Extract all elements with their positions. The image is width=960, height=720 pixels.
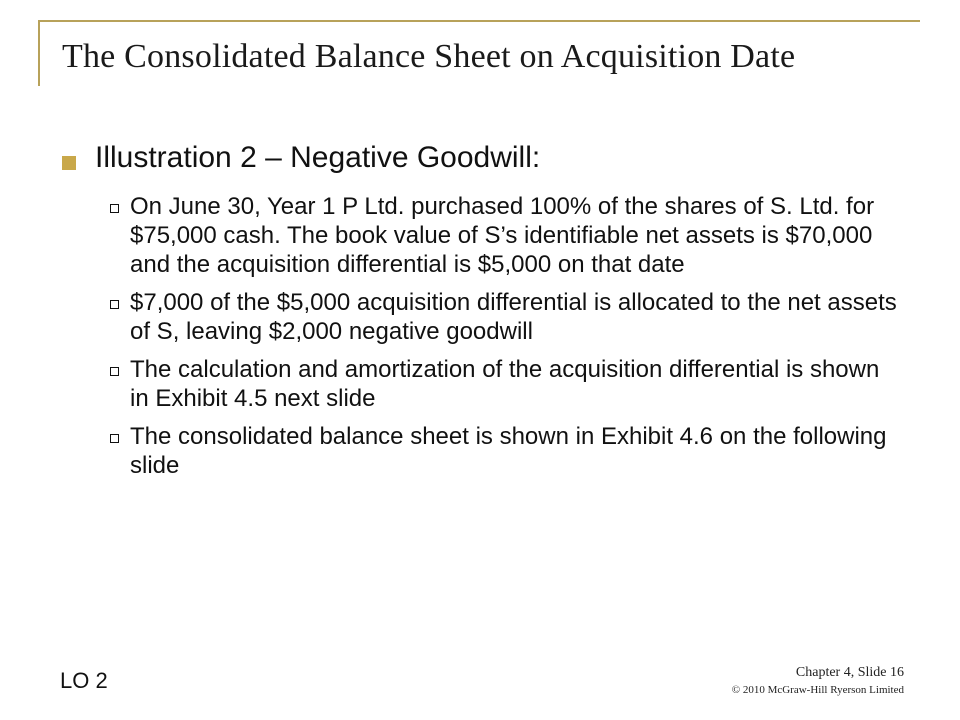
slide-footer bbox=[732, 664, 904, 698]
list-item bbox=[110, 422, 900, 480]
illustration-heading: Illustration 2 – Negative Goodwill: bbox=[95, 141, 541, 174]
list-item bbox=[110, 192, 900, 279]
list-item-text: The calculation and amortization of the acquisition differential is shown in Exhibit 4.5 next slide bbox=[130, 356, 880, 412]
hollow-square-bullet-icon bbox=[110, 300, 119, 309]
hollow-square-bullet-icon bbox=[110, 204, 119, 213]
hollow-square-bullet-icon bbox=[110, 434, 119, 443]
title-frame-top-rule bbox=[38, 20, 920, 22]
list-item-text: On June 30, Year 1 P Ltd. purchased 100% of the shares of S. Ltd. for $75,000 cash. The book value of S’s identifiable net assets is $70,000 and the acquisition differential is $5,000 on that date bbox=[130, 193, 875, 278]
learning-objective-label: LO 2 bbox=[60, 668, 108, 693]
list-item-text: $7,000 of the $5,000 acquisition differential is allocated to the net assets of S, leaving $2,000 negative goodwill bbox=[130, 289, 897, 345]
slide-title: The Consolidated Balance Sheet on Acquisition Date bbox=[62, 38, 796, 75]
list-item bbox=[110, 288, 900, 346]
bullet-list bbox=[110, 192, 900, 489]
list-item-text: The consolidated balance sheet is shown in Exhibit 4.6 on the following slide bbox=[130, 423, 887, 479]
copyright-notice: © 2010 McGraw-Hill Ryerson Limited bbox=[731, 684, 904, 696]
slide-number: Chapter 4, Slide 16 bbox=[795, 665, 904, 680]
title-frame-left-rule bbox=[38, 20, 40, 86]
hollow-square-bullet-icon bbox=[110, 367, 119, 376]
square-bullet-icon bbox=[62, 156, 76, 170]
list-item bbox=[110, 355, 900, 413]
